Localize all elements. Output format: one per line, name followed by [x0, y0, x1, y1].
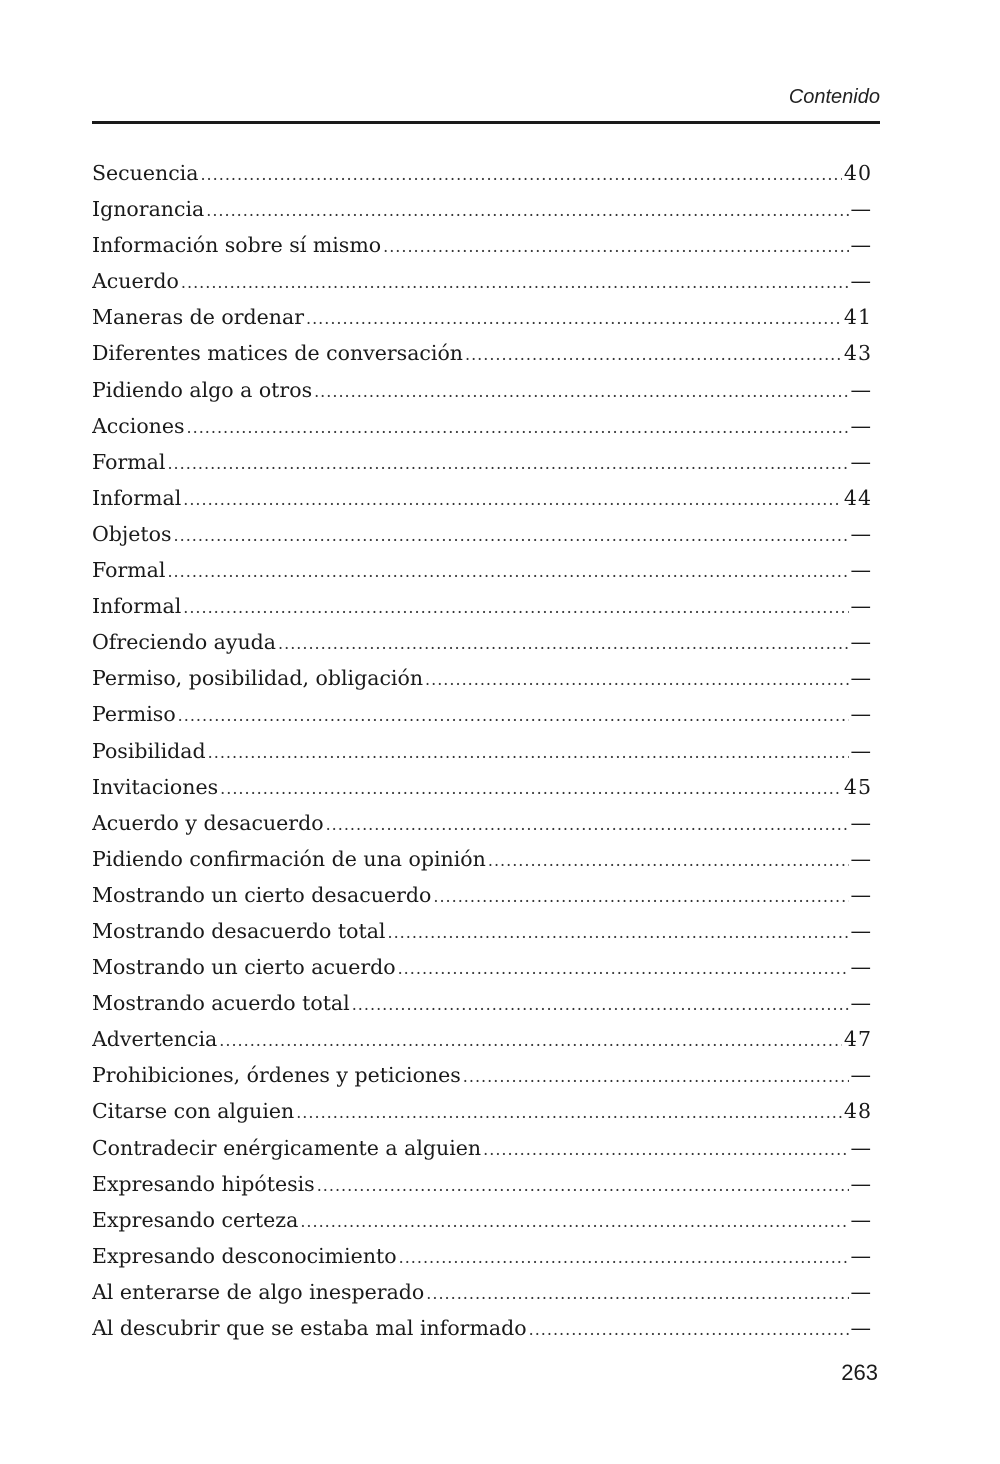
- dot-leader: [426, 1276, 848, 1310]
- dot-leader: [465, 337, 842, 371]
- toc-entry-page: —: [850, 1171, 872, 1196]
- toc-entry: [92, 480, 872, 516]
- toc-entry: [92, 444, 872, 480]
- toc-entry-title: Mostrando un cierto desacuerdo: [92, 882, 432, 907]
- toc-entry: [92, 660, 872, 696]
- dot-leader: [383, 229, 848, 263]
- page-number: 263: [841, 1360, 878, 1385]
- toc-entry-title: Diferentes matices de conversación: [92, 341, 463, 366]
- toc-entry-page: —: [850, 738, 872, 763]
- dot-leader: [529, 1312, 849, 1346]
- toc-entry: [92, 769, 872, 805]
- toc-entry-page: —: [850, 991, 872, 1016]
- toc-entry-title: Permiso, posibilidad, obligación: [92, 666, 424, 691]
- toc-entry-page: —: [850, 197, 872, 222]
- toc-entry-page: —: [850, 558, 872, 583]
- dot-leader: [208, 735, 849, 769]
- toc-entry-page: —: [850, 846, 872, 871]
- toc-entry-page: 47: [843, 1027, 872, 1052]
- toc-entry: [92, 1057, 872, 1093]
- toc-entry-title: Maneras de ordenar: [92, 305, 304, 330]
- dot-leader: [167, 554, 848, 588]
- toc-entry-title: Advertencia: [92, 1027, 218, 1052]
- dot-leader: [183, 590, 848, 624]
- toc-entry: [92, 805, 872, 841]
- dot-leader: [425, 662, 848, 696]
- toc-entry-page: —: [850, 810, 872, 835]
- toc-entry-title: Mostrando desacuerdo total: [92, 918, 386, 943]
- running-header: Contenido: [788, 86, 880, 108]
- toc-entry-page: 41: [843, 305, 872, 330]
- dot-leader: [352, 987, 849, 1021]
- toc-entry-page: —: [850, 233, 872, 258]
- toc-entry: [92, 1166, 872, 1202]
- dot-leader: [181, 265, 849, 299]
- toc-entry-title: Expresando certeza: [92, 1207, 299, 1232]
- toc-entry-page: —: [850, 1279, 872, 1304]
- toc-entry: [92, 588, 872, 624]
- toc-entry-page: —: [850, 1135, 872, 1160]
- toc-entry-page: —: [850, 1243, 872, 1268]
- toc-entry-page: 48: [843, 1099, 872, 1124]
- toc-entry-page: —: [850, 1316, 872, 1340]
- toc-entry: [92, 155, 872, 191]
- toc-entry-page: —: [850, 377, 872, 402]
- toc-entry: [92, 227, 872, 263]
- toc-entry: [92, 1202, 872, 1238]
- toc-entry: [92, 191, 872, 227]
- toc-entry-title: Acuerdo y desacuerdo: [92, 810, 324, 835]
- toc-entry: [92, 1093, 872, 1129]
- dot-leader: [317, 1168, 849, 1202]
- dot-leader: [178, 698, 849, 732]
- toc-entry: [92, 1021, 872, 1057]
- toc-entry: [92, 516, 872, 552]
- dot-leader: [187, 410, 849, 444]
- toc-entry-title: Ignorancia: [92, 197, 205, 222]
- toc-entry-page: 43: [843, 341, 872, 366]
- dot-leader: [463, 1059, 849, 1093]
- toc-entry-title: Pidiendo algo a otros: [92, 377, 313, 402]
- dot-leader: [167, 446, 848, 480]
- dot-leader: [183, 482, 842, 516]
- toc-entry-page: —: [850, 882, 872, 907]
- toc-entry-page: —: [850, 630, 872, 655]
- toc-entry: [92, 1238, 872, 1274]
- toc-entry: [92, 913, 872, 949]
- toc-entry-page: —: [850, 918, 872, 943]
- dot-leader: [219, 1023, 842, 1057]
- dot-leader: [200, 157, 841, 191]
- toc-entry: [92, 1310, 872, 1346]
- toc-entry-page: —: [850, 1207, 872, 1232]
- toc-entry-title: Citarse con alguien: [92, 1099, 295, 1124]
- toc-entry-page: —: [850, 666, 872, 691]
- dot-leader: [399, 1240, 849, 1274]
- dot-leader: [296, 1095, 842, 1129]
- toc-entry: [92, 841, 872, 877]
- dot-leader: [174, 518, 849, 552]
- toc-entry: [92, 263, 872, 299]
- toc-entry-title: Objetos: [92, 521, 172, 546]
- toc-entry: [92, 733, 872, 769]
- toc-entry-page: —: [850, 702, 872, 727]
- dot-leader: [300, 1204, 848, 1238]
- toc-entry: [92, 985, 872, 1021]
- dot-leader: [488, 843, 849, 877]
- toc-entry: [92, 408, 872, 444]
- toc-entry: [92, 1130, 872, 1166]
- dot-leader: [398, 951, 849, 985]
- toc-entry-title: Acciones: [92, 413, 185, 438]
- toc-entry-title: Prohibiciones, órdenes y peticiones: [92, 1063, 461, 1088]
- toc-entry-page: —: [850, 1063, 872, 1088]
- toc-entry-title: Acuerdo: [92, 269, 179, 294]
- toc-entry-page: —: [850, 449, 872, 474]
- toc-entry-title: Mostrando un cierto acuerdo: [92, 955, 396, 980]
- toc-entry: [92, 552, 872, 588]
- toc-entry-page: —: [850, 413, 872, 438]
- toc-entry-page: 45: [843, 774, 872, 799]
- toc-entry: [92, 1274, 872, 1310]
- dot-leader: [326, 807, 849, 841]
- table-of-contents: [92, 155, 872, 1346]
- toc-entry: [92, 299, 872, 335]
- dot-leader: [483, 1132, 848, 1166]
- toc-entry-page: —: [850, 594, 872, 619]
- toc-entry-title: Al descubrir que se estaba mal informado: [92, 1316, 527, 1340]
- toc-entry-title: Secuencia: [92, 161, 199, 185]
- toc-entry-page: 44: [843, 485, 872, 510]
- toc-entry-title: Al enterarse de algo inesperado: [92, 1279, 425, 1304]
- dot-leader: [206, 193, 848, 227]
- dot-leader: [278, 626, 848, 660]
- toc-entry-page: —: [850, 269, 872, 294]
- toc-entry-title: Permiso: [92, 702, 176, 727]
- toc-entry: [92, 949, 872, 985]
- toc-entry: [92, 877, 872, 913]
- header-rule: [92, 121, 880, 124]
- dot-leader: [314, 374, 848, 408]
- toc-entry: [92, 372, 872, 408]
- toc-entry: [92, 335, 872, 371]
- toc-entry: [92, 696, 872, 732]
- toc-entry-title: Expresando desconocimiento: [92, 1243, 397, 1268]
- toc-entry-title: Contradecir enérgicamente a alguien: [92, 1135, 482, 1160]
- dot-leader: [388, 915, 849, 949]
- dot-leader: [433, 879, 848, 913]
- toc-entry-page: —: [850, 521, 872, 546]
- toc-entry-page: 40: [843, 161, 872, 185]
- toc-entry-title: Ofreciendo ayuda: [92, 630, 277, 655]
- toc-entry-title: Formal: [92, 558, 166, 583]
- toc-entry-title: Informal: [92, 485, 182, 510]
- toc-entry-title: Invitaciones: [92, 774, 219, 799]
- toc-entry-title: Información sobre sí mismo: [92, 233, 382, 258]
- dot-leader: [220, 771, 842, 805]
- toc-entry-title: Mostrando acuerdo total: [92, 991, 350, 1016]
- toc-entry-title: Posibilidad: [92, 738, 206, 763]
- toc-entry-title: Informal: [92, 594, 182, 619]
- toc-entry-title: Expresando hipótesis: [92, 1171, 315, 1196]
- toc-entry-title: Formal: [92, 449, 166, 474]
- toc-entry-title: Pidiendo confirmación de una opinión: [92, 846, 486, 871]
- dot-leader: [306, 301, 842, 335]
- toc-entry-page: —: [850, 955, 872, 980]
- toc-entry: [92, 624, 872, 660]
